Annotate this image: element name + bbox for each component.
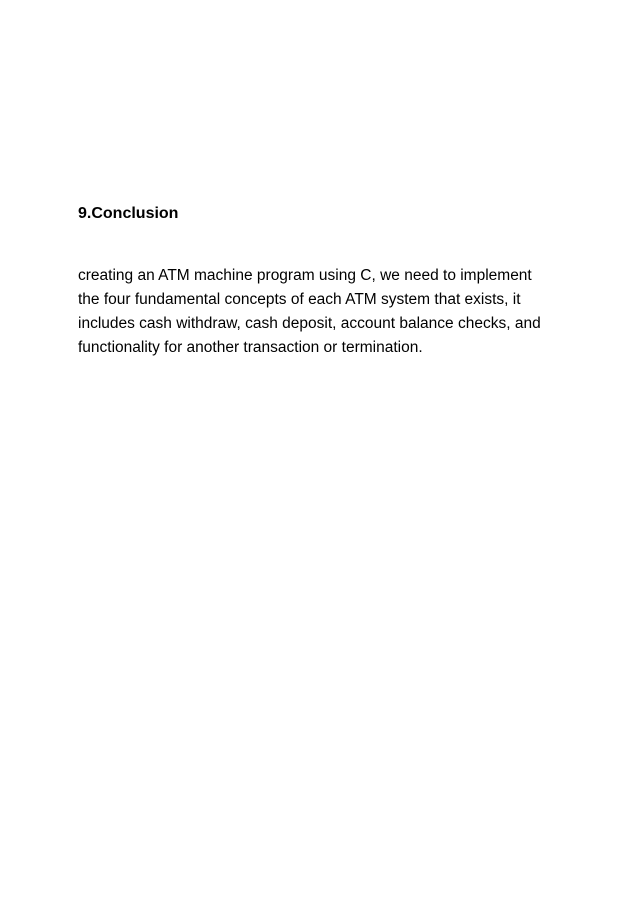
paragraph-line: the four fundamental concepts of each ATM system that exists, it [78,291,521,308]
paragraph-line: includes cash withdraw, cash deposit, account balance checks, and [78,315,541,332]
section-heading: 9.Conclusion [78,205,179,222]
conclusion-paragraph [78,264,568,360]
paragraph-line: creating an ATM machine program using C, we need to implement [78,267,532,284]
paragraph-line: functionality for another transaction or termination. [78,339,423,356]
